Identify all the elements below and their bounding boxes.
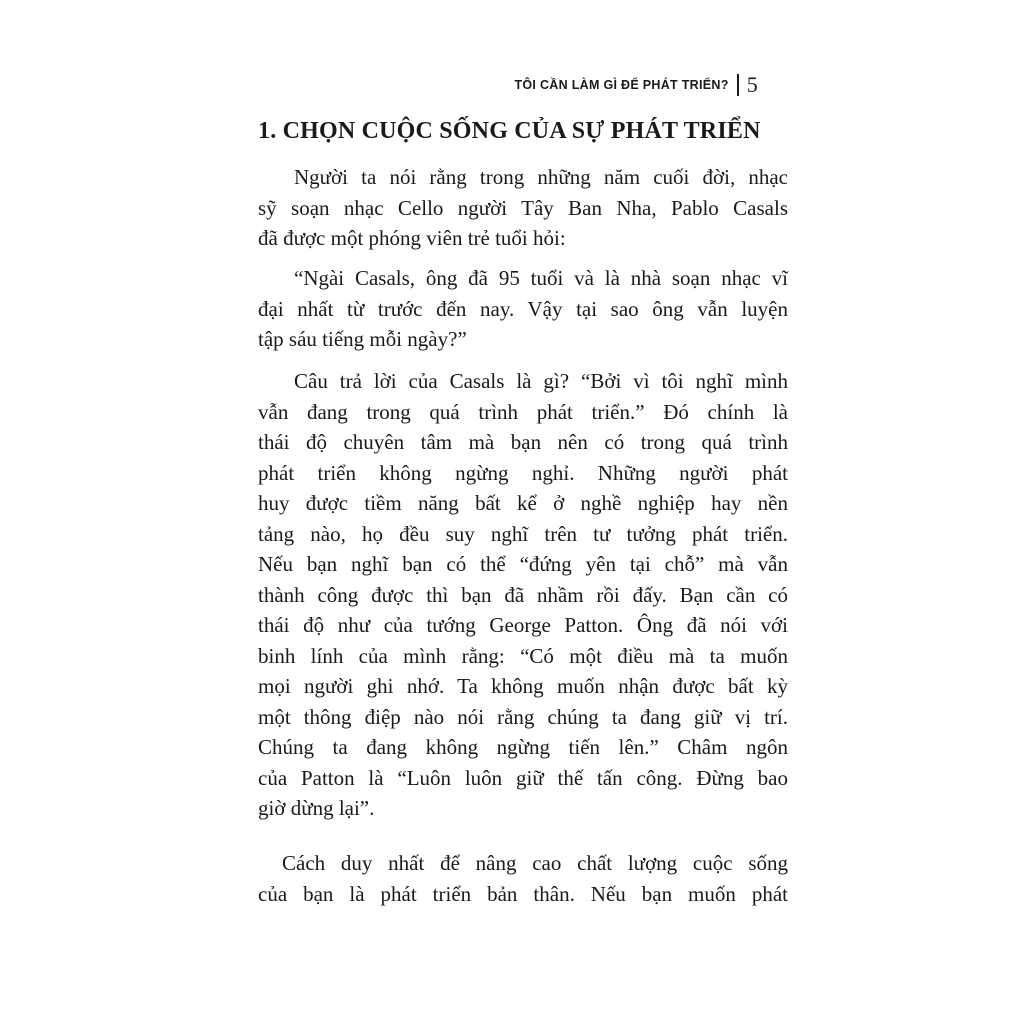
text-line: đã được một phóng viên trẻ tuổi hỏi: xyxy=(258,226,566,250)
text-line: huy được tiềm năng bất kể ở nghề nghiệp hay nền xyxy=(258,491,788,515)
text-line: Nếu bạn nghĩ bạn có thể “đứng yên tại chỗ” mà vẫn xyxy=(258,552,788,576)
text-line: Người ta nói rằng trong những năm cuối đời, nhạc xyxy=(294,165,788,189)
text-line: sỹ soạn nhạc Cello người Tây Ban Nha, Pablo Casals xyxy=(258,195,788,220)
text-line: thái độ chuyên tâm mà bạn nên có trong quá trình xyxy=(258,430,788,454)
text-line: thành công được thì bạn đã nhầm rồi đấy. Bạn cần có xyxy=(258,582,788,607)
page-number: 5 xyxy=(746,72,758,97)
paragraph-4 xyxy=(258,848,788,909)
text-line: “Ngài Casals, ông đã 95 tuổi và là nhà soạn nhạc vĩ xyxy=(294,266,788,290)
running-head xyxy=(514,72,758,98)
text-line: vẫn đang trong quá trình phát triển.” Đó chính là xyxy=(258,399,788,424)
paragraph-3 xyxy=(258,366,788,824)
text-line: một thông điệp nào nói rằng chúng ta đang giữ vị trí. xyxy=(258,704,788,729)
text-line: mọi người ghi nhớ. Ta không muốn nhận được bất kỳ xyxy=(258,674,788,698)
text-line: Câu trả lời của Casals là gì? “Bởi vì tôi nghĩ mình xyxy=(294,369,788,393)
running-head-divider xyxy=(737,74,739,96)
paragraph-1 xyxy=(258,162,788,254)
section-heading: 1. CHỌN CUỘC SỐNG CỦA SỰ PHÁT TRIỂN xyxy=(258,118,761,144)
text-line: của bạn là phát triển bản thân. Nếu bạn muốn phát xyxy=(258,881,788,906)
text-line: phát triển không ngừng nghỉ. Những người phát xyxy=(258,460,788,485)
text-line: binh lính của mình rằng: “Có một điều mà ta muốn xyxy=(258,643,788,668)
text-line: tập sáu tiếng mỗi ngày?” xyxy=(258,327,467,351)
text-line: của Patton là “Luôn luôn giữ thế tấn công. Đừng bao xyxy=(258,765,788,790)
text-line: thái độ như của tướng George Patton. Ông đã nói với xyxy=(258,613,788,637)
text-line: Chúng ta đang không ngừng tiến lên.” Châm ngôn xyxy=(258,735,788,759)
text-line: đại nhất từ trước đến nay. Vậy tại sao ông vẫn luyện xyxy=(258,296,788,321)
running-head-title: TÔI CẦN LÀM GÌ ĐỂ PHÁT TRIỂN? xyxy=(514,78,729,92)
paragraph-2 xyxy=(258,263,788,355)
text-line: Cách duy nhất để nâng cao chất lượng cuộc sống xyxy=(282,851,788,875)
text-line: tảng nào, họ đều suy nghĩ trên tư tưởng phát triển. xyxy=(258,521,788,546)
text-line: giờ dừng lại”. xyxy=(258,796,375,820)
